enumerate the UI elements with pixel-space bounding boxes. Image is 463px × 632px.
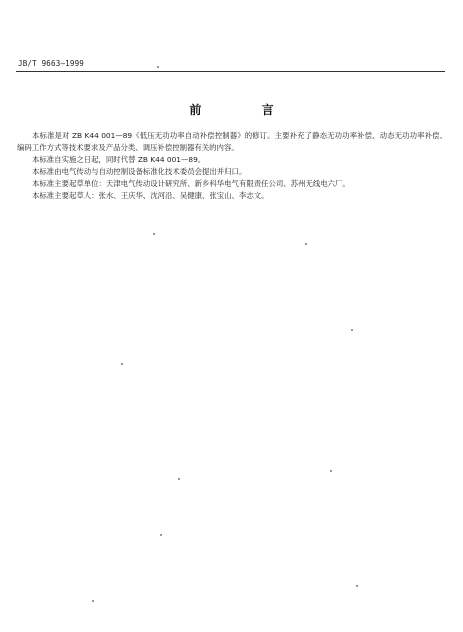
scan-speck [157,66,159,68]
paragraph-effective-date: 本标准自实施之日起，同时代替 ZB K44 001—89。 [32,155,206,164]
scan-speck [121,363,123,365]
paragraph-proposer: 本标准由电气传动与自动控制设备标准化技术委员会提出并归口。 [32,167,247,176]
scan-speck [160,534,162,536]
paragraph-revision-note: 本标准是对 ZB K44 001—89《低压无功功率自动补偿控制器》的修订。主要补充了静态无功功率补偿、动态无功功率补偿、编码工作方式等技术要求及产品分类、调压补偿控制器有关的内容。 [17,131,447,152]
header-rule [16,71,445,72]
paragraph-drafting-units: 本标准主要起草单位：天津电气传动设计研究所、新乡科华电气有限责任公司、苏州无线电六厂。 [32,179,350,188]
scan-speck [178,478,180,480]
scan-speck [351,329,353,331]
foreword-body [17,130,447,202]
scan-speck [305,243,307,245]
scan-speck [153,233,155,235]
scan-speck [330,470,332,472]
page-title: 前 言 [189,103,302,117]
scan-speck [356,585,358,587]
standard-code: JB/T 9663—1999 [18,59,85,68]
scan-speck [92,600,94,602]
paragraph-drafters: 本标准主要起草人：张水、王庆华、沈河沿、吴健康、张宝山、李志文。 [32,191,269,200]
